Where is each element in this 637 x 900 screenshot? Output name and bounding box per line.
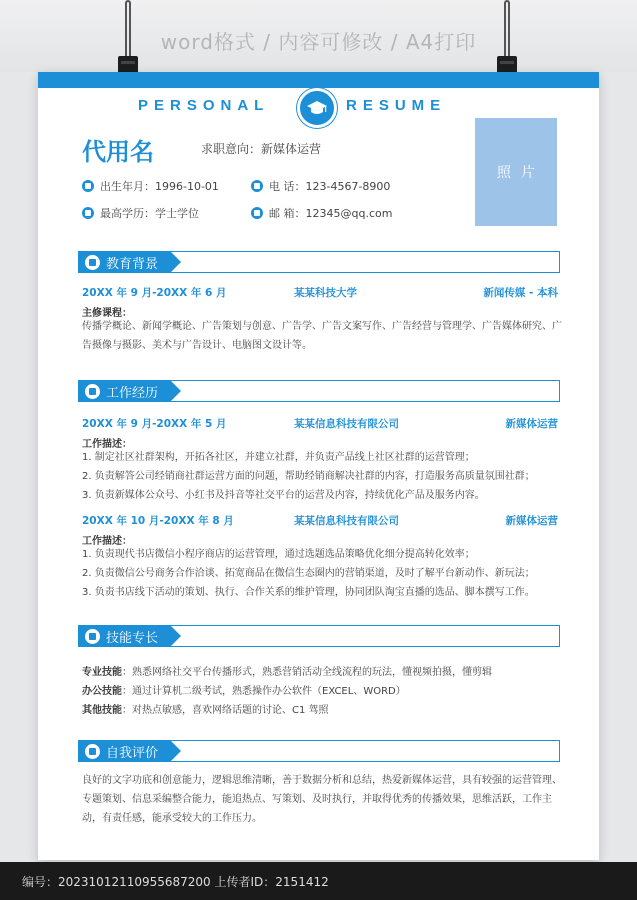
list-item: 3. 负责新媒体公众号、小红书及抖音等社交平台的运营及内容，持续优化产品及服务内容。 xyxy=(82,490,485,501)
education-school: 某某科技大学 xyxy=(294,287,357,299)
section-title: 工作经历 xyxy=(106,385,159,401)
title-resume: RESUME xyxy=(346,97,447,114)
skill-label: 其他技能 xyxy=(82,705,122,716)
job-intent: 求职意向：新媒体运营 xyxy=(201,142,322,156)
job-desc-label: 工作描述： xyxy=(82,439,132,450)
birth-text: 出生年月：1996-10-01 xyxy=(100,180,219,193)
info-birth xyxy=(82,178,219,194)
title-personal: PERSONAL xyxy=(138,97,270,114)
info-email xyxy=(251,205,392,221)
skill-label: 办公技能 xyxy=(82,686,122,697)
phone-icon xyxy=(251,180,263,192)
section-education xyxy=(78,251,560,273)
list-item: 3. 负责书店线下活动的策划、执行、合作关系的维护管理，协同团队淘宝直播的选品、脚本撰写工作。 xyxy=(82,587,535,598)
calendar-icon xyxy=(82,180,94,192)
email-text: 邮 箱：12345@qq.com xyxy=(269,207,393,220)
job-company: 某某信息科技有限公司 xyxy=(294,515,399,527)
banner-text: word格式 / 内容可修改 / A4打印 xyxy=(160,30,477,54)
list-item: 2. 负责解答公司经销商社群运营方面的问题，帮助经销商解决社群的内容，打造服务高质量氛围社群； xyxy=(82,471,535,482)
education-period: 20XX 年 9 月-20XX 年 6 月 xyxy=(82,287,227,299)
info-degree xyxy=(82,205,199,221)
gear-icon xyxy=(85,629,100,644)
footer-bar xyxy=(0,862,637,900)
skill-label: 专业技能 xyxy=(82,667,122,678)
skill-text: ：对热点敏感，喜欢网络话题的讨论、C1 驾照 xyxy=(122,705,329,716)
briefcase-icon xyxy=(85,384,100,399)
resume-title xyxy=(38,94,599,120)
education-row xyxy=(82,285,558,299)
degree-icon xyxy=(82,207,94,219)
degree-text: 最高学历：学士学位 xyxy=(100,207,199,220)
info-phone xyxy=(251,178,390,194)
graduation-cap-icon xyxy=(85,255,100,270)
skill-text: ：通过计算机二级考试，熟悉操作办公软件（EXCEL、WORD） xyxy=(122,686,406,697)
skill-item xyxy=(82,682,406,697)
top-banner xyxy=(0,0,637,72)
job-desc-label: 工作描述： xyxy=(82,536,132,547)
list-item: 1. 制定社区社群架构，开拓各社区，并建立社群，并负责产品线上社区社群的运营管理； xyxy=(82,452,475,463)
job-period: 20XX 年 10 月-20XX 年 8 月 xyxy=(82,515,234,527)
education-major: 新闻传媒 - 本科 xyxy=(483,287,558,299)
photo-placeholder: 照片 xyxy=(475,118,557,226)
section-work xyxy=(78,380,560,402)
section-self-eval xyxy=(78,740,560,762)
job-desc-list xyxy=(82,448,562,505)
resume-paper xyxy=(38,72,599,860)
phone-text: 电 话：123-4567-8900 xyxy=(269,180,391,193)
list-item: 1. 负责现代书店微信小程序商店的运营管理，通过选题选品策略优化细分提高转化效率； xyxy=(82,549,475,560)
section-title: 自我评价 xyxy=(106,745,159,761)
job-row xyxy=(82,513,558,527)
section-skills xyxy=(78,625,560,647)
job-period: 20XX 年 9 月-20XX 年 5 月 xyxy=(82,418,227,430)
self-eval-text: 良好的文字功底和创意能力，逻辑思维清晰，善于数据分析和总结，热爱新媒体运营，具有较强的运营管理、专题策划、信息采编整合能力，能追热点、写策划、及时执行，并取得优秀的传播效果，思维活跃，工作主动，有责任感，能承受较大的工作压力。 xyxy=(82,775,562,824)
job-row xyxy=(82,416,558,430)
document-icon xyxy=(85,744,100,759)
job-company: 某某信息科技有限公司 xyxy=(294,418,399,430)
skill-text: ：熟悉网络社交平台传播形式，熟悉营销活动全线流程的玩法，懂视频拍摄，懂剪辑 xyxy=(122,667,492,678)
courses-label: 主修课程： xyxy=(82,308,132,319)
courses-text: 传播学概论、新闻学概论、广告策划与创意、广告学、广告文案写作、广告经营与管理学、广告媒体研究、广告摄像与摄影、美术与广告设计、电脑图文设计等。 xyxy=(82,321,562,351)
job-role: 新媒体运营 xyxy=(505,515,558,527)
footer-text: 编号：20231012110955687200 上传者ID：2151412 xyxy=(22,875,329,889)
list-item: 2. 负责微信公号商务合作洽谈、拓宽商品在微信生态圈内的营销渠道，及时了解平台新动作、新玩法； xyxy=(82,568,535,579)
graduation-cap-icon xyxy=(297,88,337,128)
skill-item xyxy=(82,663,492,678)
mail-icon xyxy=(251,207,263,219)
job-role: 新媒体运营 xyxy=(505,418,558,430)
skill-item xyxy=(82,701,329,716)
section-title: 教育背景 xyxy=(106,256,159,272)
section-title: 技能专长 xyxy=(106,630,159,646)
job-desc-list xyxy=(82,545,562,602)
top-accent-bar xyxy=(38,72,599,88)
candidate-name: 代用名 xyxy=(82,138,154,166)
